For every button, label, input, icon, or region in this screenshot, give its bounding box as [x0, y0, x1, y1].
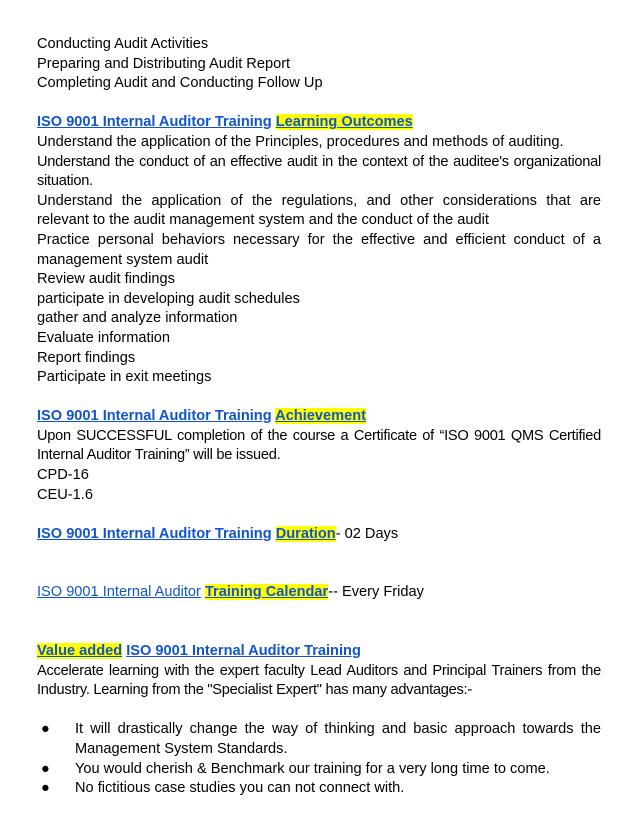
- outcome-item: Participate in exit meetings: [37, 369, 212, 386]
- outcome-item: Understand the application of the Principles, procedures and methods of auditing.: [37, 133, 564, 150]
- value-added-heading-link[interactable]: ISO 9001 Internal Auditor Training: [126, 643, 361, 660]
- calendar-value: -- Every Friday: [328, 584, 424, 601]
- calendar-highlight[interactable]: Training Calendar: [204, 584, 329, 601]
- intro-line: Completing Audit and Conducting Follow Up: [37, 75, 323, 92]
- calendar-line: [37, 583, 601, 603]
- achievement-text: Upon SUCCESSFUL completion of the course a Certificate of “ISO 9001 QMS Certified Internal Auditor Training” will be issued.: [37, 427, 601, 464]
- outcome-item: Understand the conduct of an effective audit in the context of the auditee's organizational situation.: [37, 153, 601, 190]
- value-added-highlight[interactable]: Value added: [37, 643, 123, 660]
- list-item: [37, 779, 601, 799]
- outcome-item: gather and analyze information: [37, 310, 238, 327]
- cpd-value: CPD-16: [37, 467, 89, 484]
- list-item-text: It will drastically change the way of thinking and basic approach towards the Management System Standards.: [75, 721, 601, 757]
- achievement-heading-link[interactable]: ISO 9001 Internal Auditor Training: [37, 408, 272, 425]
- list-item-text: No fictitious case studies you can not connect with.: [75, 780, 405, 797]
- bullet-icon: ●: [41, 780, 50, 797]
- ceu-value: CEU-1.6: [37, 486, 93, 503]
- calendar-link[interactable]: ISO 9001 Internal Auditor: [37, 584, 201, 601]
- bullet-icon: ●: [41, 721, 50, 738]
- duration-value: - 02 Days: [335, 525, 399, 542]
- achievement-heading: [37, 407, 601, 427]
- achievement-heading-highlight[interactable]: Achievement: [275, 408, 366, 425]
- outcomes-heading-highlight[interactable]: Learning Outcomes: [275, 114, 413, 131]
- list-item: [37, 720, 601, 759]
- outcome-item: Understand the application of the regulations, and other considerations that are relevant to the audit management system and the conduct of the audit: [37, 192, 601, 229]
- outcome-item: Report findings: [37, 349, 136, 366]
- advantages-list: [37, 720, 601, 798]
- intro-line: Preparing and Distributing Audit Report: [37, 55, 291, 72]
- duration-heading-highlight[interactable]: Duration: [275, 525, 336, 542]
- outcome-item: Practice personal behaviors necessary for the effective and efficient conduct of a management system audit: [37, 231, 601, 268]
- outcome-item: participate in developing audit schedules: [37, 290, 300, 307]
- value-added-heading: [37, 642, 601, 662]
- bullet-icon: ●: [41, 760, 50, 777]
- list-item: [37, 760, 601, 780]
- duration-heading-link[interactable]: ISO 9001 Internal Auditor Training: [37, 525, 272, 542]
- duration-heading: [37, 525, 601, 545]
- intro-line: Conducting Audit Activities: [37, 36, 209, 52]
- outcomes-heading-link[interactable]: ISO 9001 Internal Auditor Training: [37, 114, 272, 131]
- outcome-item: Evaluate information: [37, 329, 171, 346]
- list-item-text: You would cherish & Benchmark our training for a very long time to come.: [75, 760, 550, 777]
- learning-outcomes-heading: [37, 113, 601, 133]
- value-added-text: Accelerate learning with the expert faculty Lead Auditors and Principal Trainers from the Industry. Learning from the "Specialist Expert" has many advantages:-: [37, 662, 601, 699]
- outcome-item: Review audit findings: [37, 271, 175, 288]
